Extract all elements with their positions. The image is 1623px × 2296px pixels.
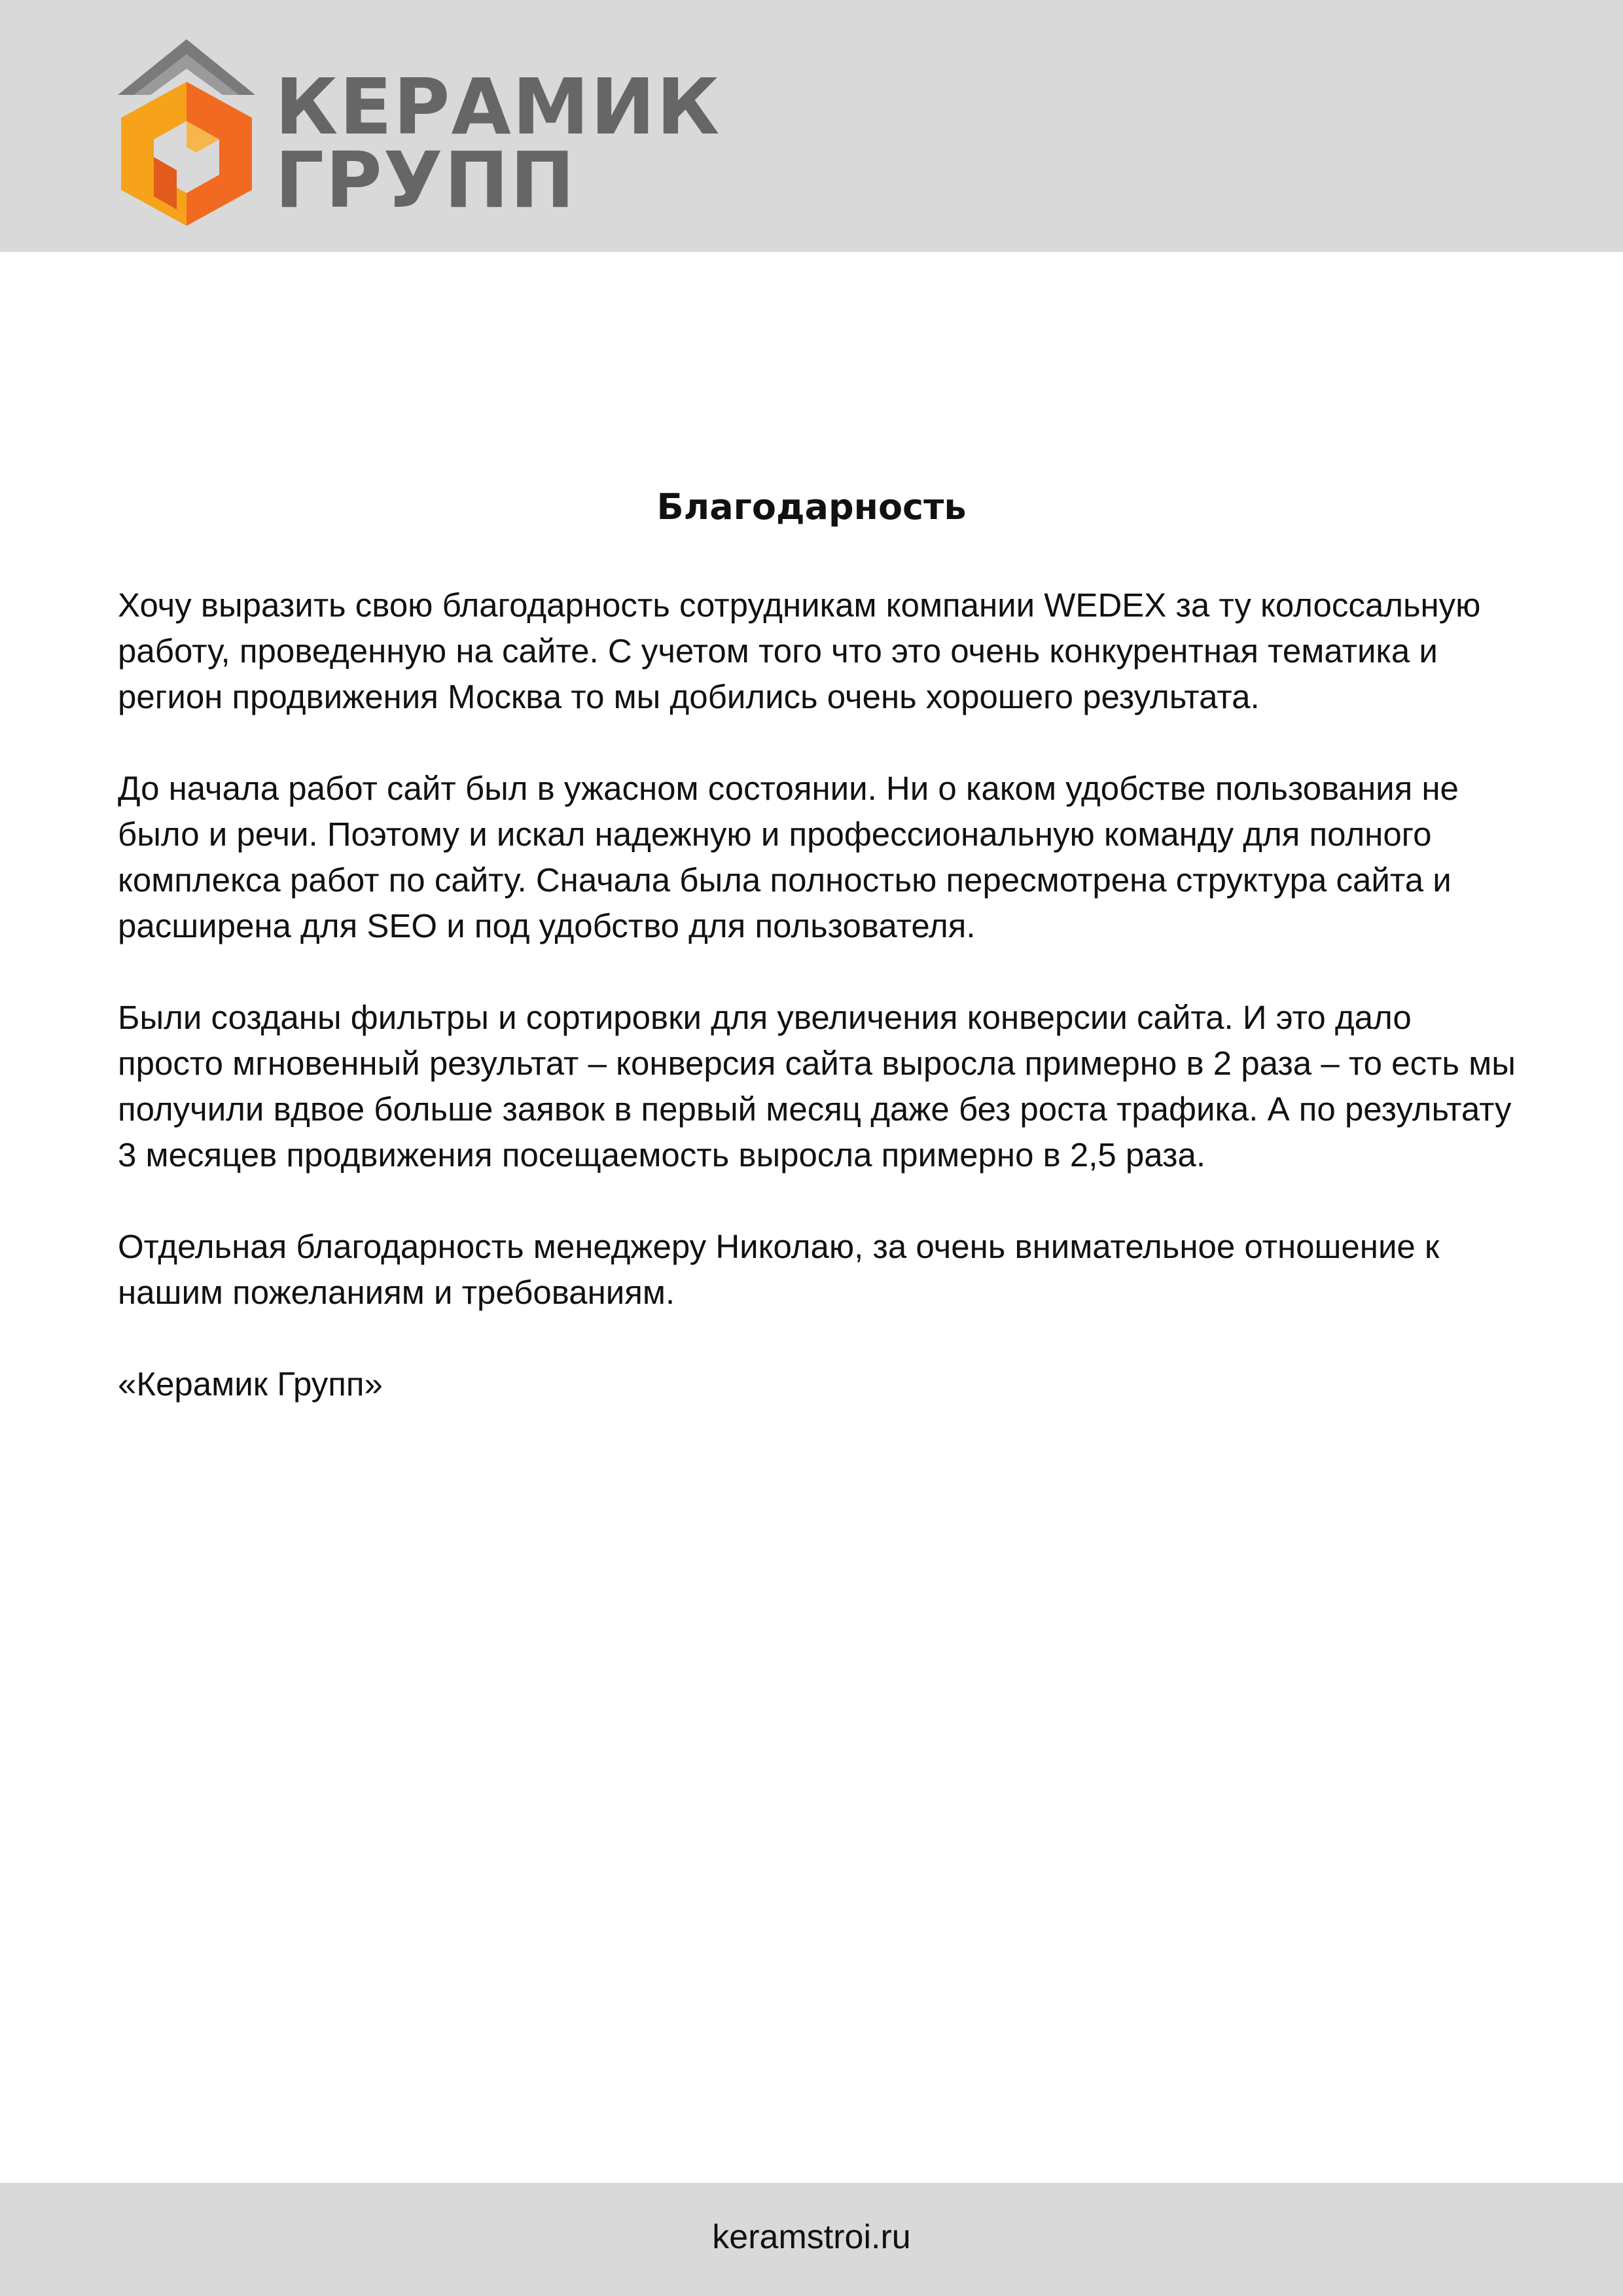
hexagon-logo-icon	[115, 36, 259, 226]
logo-line-2: ГРУПП	[275, 135, 577, 225]
logo-wordmark	[275, 62, 721, 225]
letter-title: Благодарность	[656, 486, 967, 528]
header-band	[0, 0, 1623, 252]
paragraph-1: Хочу выразить свою благодарность сотрудникам компании WEDEX за ту колоссальную работу, проведенную на сайте. С учетом того что это очень конкурентная тематика и регион продвижения Москва то мы добились очень хорошего результата.	[118, 586, 1481, 715]
company-logo	[115, 36, 721, 232]
paragraph-2: До начала работ сайт был в ужасном состоянии. Ни о каком удобстве пользования не было и речи. Поэтому и искал надежную и профессиональную команду для полного комплекса работ по сайту. Сначала была полностью пересмотрена структура сайта и расширена для SEO и под удобство для пользователя.	[118, 770, 1459, 944]
footer-website: keramstroi.ru	[712, 2218, 911, 2256]
paragraph-3: Были созданы фильтры и сортировки для увеличения конверсии сайта. И это дало просто мгновенный результат – конверсия сайта выросла примерно в 2 раза – то есть мы получили вдвое больше заявок в первый месяц даже без роста трафика. А по результату 3 месяцев продвижения посещаемость выросла примерно в 2,5 раза.	[118, 999, 1516, 1174]
paragraph-4: Отдельная благодарность менеджеру Николаю, за очень внимательное отношение к нашим пожеланиям и требованиям.	[118, 1228, 1440, 1311]
logo-line-1: КЕРАМИК	[275, 62, 721, 152]
letter-body	[118, 583, 1518, 1453]
signature: «Керамик Групп»	[118, 1365, 383, 1403]
footer-band	[0, 2183, 1623, 2296]
